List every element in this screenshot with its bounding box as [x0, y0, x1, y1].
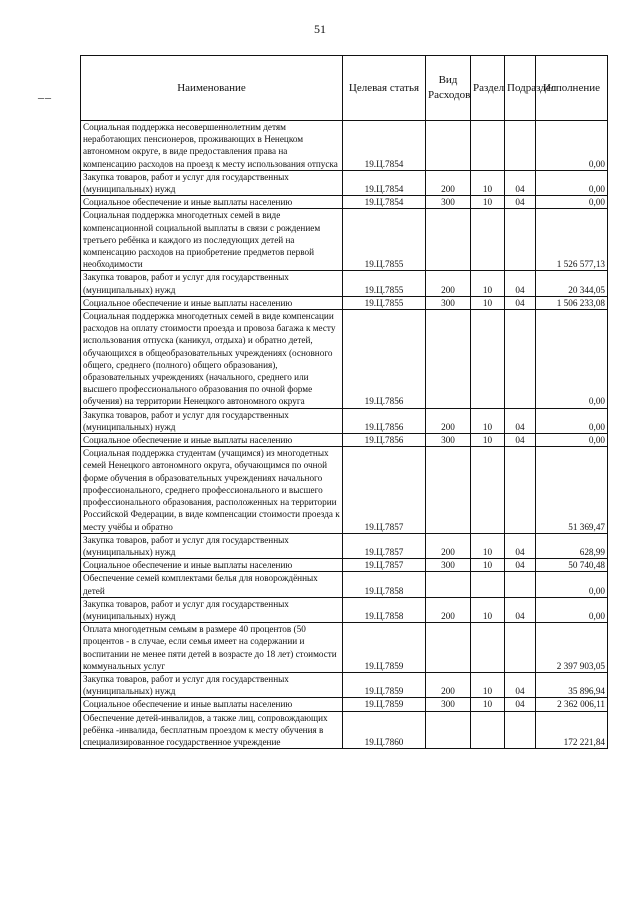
row-amount-cell: 1 506 233,08: [536, 296, 608, 309]
row-section-cell: [471, 447, 505, 533]
row-name-cell: Закупка товаров, работ и услуг для государственных (муниципальных) нужд: [81, 597, 343, 622]
row-section-cell: 10: [471, 170, 505, 195]
row-subsection-cell: [505, 623, 536, 673]
row-subsection-cell: 04: [505, 434, 536, 447]
row-target-cell: 19.Ц.7858: [343, 572, 426, 597]
row-subsection-cell: [505, 572, 536, 597]
header-name: Наименование: [81, 56, 343, 121]
header-subsection: Подраздел: [505, 56, 536, 121]
table-row: [81, 408, 608, 433]
row-name-cell: Обеспечение детей-инвалидов, а также лиц, сопровождающих ребёнка -инвалида, бесплатным проездом к месту обучения в специализированное государственное учреждение: [81, 711, 343, 749]
row-subsection-cell: [505, 711, 536, 749]
row-target-cell: 19.Ц.7856: [343, 310, 426, 409]
row-name-cell: Закупка товаров, работ и услуг для государственных (муниципальных) нужд: [81, 170, 343, 195]
table-row: [81, 196, 608, 209]
row-section-cell: 10: [471, 408, 505, 433]
row-target-cell: 19.Ц.7859: [343, 698, 426, 711]
row-type-cell: 300: [426, 434, 471, 447]
table-row: [81, 711, 608, 749]
row-subsection-cell: [505, 209, 536, 271]
row-amount-cell: 0,00: [536, 310, 608, 409]
row-subsection-cell: 04: [505, 170, 536, 195]
row-section-cell: [471, 310, 505, 409]
header-section: Раздел: [471, 56, 505, 121]
table-row: [81, 672, 608, 697]
row-type-cell: [426, 209, 471, 271]
row-type-cell: [426, 447, 471, 533]
row-name-cell: Закупка товаров, работ и услуг для государственных (муниципальных) нужд: [81, 672, 343, 697]
row-subsection-cell: 04: [505, 196, 536, 209]
header-expense-type: Вид Расходов: [426, 56, 471, 121]
table-row: [81, 296, 608, 309]
row-type-cell: [426, 711, 471, 749]
table-row: [81, 121, 608, 171]
row-target-cell: 19.Ц.7858: [343, 597, 426, 622]
table-header-row: [81, 56, 608, 121]
row-section-cell: 10: [471, 533, 505, 558]
row-section-cell: [471, 572, 505, 597]
row-section-cell: [471, 623, 505, 673]
row-amount-cell: 0,00: [536, 170, 608, 195]
header-target: Целевая статья: [343, 56, 426, 121]
row-name-cell: Закупка товаров, работ и услуг для государственных (муниципальных) нужд: [81, 271, 343, 296]
row-target-cell: 19.Ц.7855: [343, 209, 426, 271]
row-name-cell: Закупка товаров, работ и услуг для государственных (муниципальных) нужд: [81, 533, 343, 558]
row-target-cell: 19.Ц.7856: [343, 434, 426, 447]
row-subsection-cell: 04: [505, 672, 536, 697]
row-section-cell: 10: [471, 296, 505, 309]
row-target-cell: 19.Ц.7856: [343, 408, 426, 433]
row-amount-cell: 0,00: [536, 434, 608, 447]
row-type-cell: 300: [426, 698, 471, 711]
row-section-cell: 10: [471, 698, 505, 711]
row-name-cell: Социальное обеспечение и иные выплаты населению: [81, 559, 343, 572]
row-section-cell: 10: [471, 434, 505, 447]
row-name-cell: Социальная поддержка многодетных семей в виде компенсации расходов на оплату стоимости проезда и провоза багажа к месту использования отпуска (каникул, отдыха) и обратно детей, обучающихся в общеобразовательных учреждениях (основного общего, среднего (полного) общего образования), образовательных учреждениях (начального, среднего или высшего профессионального образования по очной форме обучения) на территории Ненецкого автономного округа: [81, 310, 343, 409]
row-subsection-cell: [505, 310, 536, 409]
row-type-cell: 300: [426, 296, 471, 309]
row-subsection-cell: 04: [505, 533, 536, 558]
row-type-cell: 300: [426, 196, 471, 209]
table-row: [81, 170, 608, 195]
row-type-cell: 200: [426, 170, 471, 195]
row-subsection-cell: 04: [505, 271, 536, 296]
margin-mark: __: [38, 86, 52, 100]
row-section-cell: [471, 711, 505, 749]
table-row: [81, 310, 608, 409]
row-type-cell: [426, 623, 471, 673]
row-name-cell: Закупка товаров, работ и услуг для государственных (муниципальных) нужд: [81, 408, 343, 433]
table-row: [81, 434, 608, 447]
row-target-cell: 19.Ц.7855: [343, 296, 426, 309]
row-subsection-cell: 04: [505, 559, 536, 572]
row-amount-cell: 2 362 006,11: [536, 698, 608, 711]
row-type-cell: [426, 572, 471, 597]
row-subsection-cell: 04: [505, 408, 536, 433]
row-type-cell: 200: [426, 271, 471, 296]
row-name-cell: Социальная поддержка студентам (учащимся) из многодетных семей Ненецкого автономного округа, обучающимся по очной форме обучения в образовательных учреждениях начального профессионального, среднего профессионального и высшего профессионального образования, расположенных на территории Российской Федерации, в виде компенсации стоимости проезда к месту учёбы и обратно: [81, 447, 343, 533]
row-section-cell: 10: [471, 271, 505, 296]
row-amount-cell: 50 740,48: [536, 559, 608, 572]
row-type-cell: 200: [426, 672, 471, 697]
row-target-cell: 19.Ц.7860: [343, 711, 426, 749]
row-amount-cell: 0,00: [536, 572, 608, 597]
table-row: [81, 209, 608, 271]
row-type-cell: 200: [426, 408, 471, 433]
row-target-cell: 19.Ц.7855: [343, 271, 426, 296]
row-amount-cell: 1 526 577,13: [536, 209, 608, 271]
row-type-cell: [426, 310, 471, 409]
header-execution: Исполнение: [536, 56, 608, 121]
table-row: [81, 623, 608, 673]
row-name-cell: Социальное обеспечение и иные выплаты населению: [81, 434, 343, 447]
row-amount-cell: 2 397 903,05: [536, 623, 608, 673]
row-target-cell: 19.Ц.7854: [343, 196, 426, 209]
row-subsection-cell: 04: [505, 597, 536, 622]
row-name-cell: Социальная поддержка несовершеннолетним детям неработающих пенсионеров, проживающих в Ненецком автономном округе, в виде предоставления права на компенсацию расходов на проезд к месту использования отпуска: [81, 121, 343, 171]
row-amount-cell: 628,99: [536, 533, 608, 558]
row-amount-cell: 35 896,94: [536, 672, 608, 697]
row-name-cell: Социальное обеспечение и иные выплаты населению: [81, 196, 343, 209]
table-row: [81, 698, 608, 711]
row-amount-cell: 0,00: [536, 597, 608, 622]
table-row: [81, 559, 608, 572]
table-row: [81, 533, 608, 558]
row-section-cell: 10: [471, 196, 505, 209]
row-section-cell: 10: [471, 597, 505, 622]
row-target-cell: 19.Ц.7859: [343, 672, 426, 697]
row-amount-cell: 51 369,47: [536, 447, 608, 533]
row-amount-cell: 0,00: [536, 196, 608, 209]
row-section-cell: [471, 121, 505, 171]
row-amount-cell: 0,00: [536, 408, 608, 433]
table-row: [81, 597, 608, 622]
row-target-cell: 19.Ц.7857: [343, 533, 426, 558]
row-target-cell: 19.Ц.7857: [343, 559, 426, 572]
row-name-cell: Социальная поддержка многодетных семей в виде компенсационной социальной выплаты в связи с рождением третьего ребёнка и каждого из последующих детей на компенсацию расходов на приобретение предметов первой необходимости: [81, 209, 343, 271]
row-section-cell: 10: [471, 672, 505, 697]
row-subsection-cell: [505, 121, 536, 171]
row-subsection-cell: 04: [505, 296, 536, 309]
row-target-cell: 19.Ц.7854: [343, 170, 426, 195]
budget-table: [80, 55, 608, 749]
row-name-cell: Социальное обеспечение и иные выплаты населению: [81, 698, 343, 711]
table-row: [81, 572, 608, 597]
row-type-cell: 300: [426, 559, 471, 572]
row-subsection-cell: 04: [505, 698, 536, 711]
row-target-cell: 19.Ц.7857: [343, 447, 426, 533]
row-amount-cell: 172 221,84: [536, 711, 608, 749]
row-name-cell: Социальное обеспечение и иные выплаты населению: [81, 296, 343, 309]
row-type-cell: [426, 121, 471, 171]
row-target-cell: 19.Ц.7859: [343, 623, 426, 673]
page-number: 51: [314, 22, 326, 36]
row-type-cell: 200: [426, 533, 471, 558]
row-target-cell: 19.Ц.7854: [343, 121, 426, 171]
row-section-cell: [471, 209, 505, 271]
row-name-cell: Обеспечение семей комплектами белья для новорождённых детей: [81, 572, 343, 597]
row-subsection-cell: [505, 447, 536, 533]
table-row: [81, 271, 608, 296]
row-section-cell: 10: [471, 559, 505, 572]
row-type-cell: 200: [426, 597, 471, 622]
row-amount-cell: 20 344,05: [536, 271, 608, 296]
table-row: [81, 447, 608, 533]
row-name-cell: Оплата многодетным семьям в размере 40 процентов (50 процентов - в случае, если семья имеет на содержании и воспитании не менее пяти детей в возрасте до 18 лет) стоимости коммунальных услуг: [81, 623, 343, 673]
row-amount-cell: 0,00: [536, 121, 608, 171]
